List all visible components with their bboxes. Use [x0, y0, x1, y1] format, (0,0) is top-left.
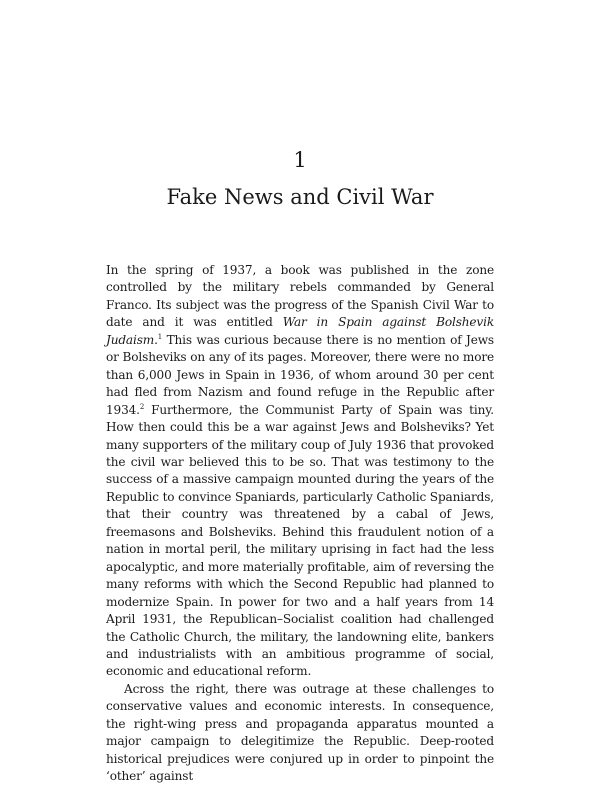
paragraph [106, 262, 494, 681]
text-segment: . [154, 332, 158, 347]
body-text [106, 262, 494, 786]
text-segment: Furthermore, the Communist Party of Spain was tiny. How then could this be a war against Jews and Bolsheviks? Yet many supporters of the military coup of July 1936 that provoked the civil war believed this to be so. That was testimony to the success of a massive campaign mounted during the years of the Republic to convince Spaniards, particularly Catholic Spaniards, that their country was threatened by a cabal of Jews, freemasons and Bolsheviks. Behind this fraudulent notion of a nation in mortal peril, the military uprising in fact had the less apocalyptic, and more materially profitable, aim of reversing the many reforms with which the Second Republic had planned to modernize Spain. In power for two and a half years from 14 April 1931, the Republican–Socialist coalition had challenged the Catholic Church, the military, the landowning elite, bankers and industrialists with an ambitious programme of social, economic and educational reform. [106, 402, 494, 679]
footnote-ref-2[interactable]: 2 [139, 402, 145, 411]
paragraph [106, 681, 494, 786]
chapter-number: 1 [293, 148, 307, 172]
text-segment: Across the right, there was outrage at these challenges to conservative values and economic interests. In consequence, the right-wing press and propaganda apparatus mounted a major campaign to delegitimize the Republic. Deep-rooted historical prejudices were conjured up in order to pinpoint the ‘other’ against [106, 681, 494, 784]
chapter-title: Fake News and Civil War [166, 185, 434, 209]
text-segment: This was curious because there is no mention of Jews or Bolsheviks on any of its pages. Moreover, there were no more than 6,000 Jews in Spain in 1936, of whom around 30 per cent had fled from Nazism and found refuge in the Republic after 1934. [106, 332, 494, 417]
footnote-ref-1[interactable]: 1 [157, 332, 163, 341]
text-segment: In the spring of 1937, a book was published in the zone controlled by the military rebels commanded by General Franco. Its subject was the progress of the Spanish Civil War to date and it was entitled [106, 263, 494, 330]
book-title: War in Spain against Bolshevik Judaism [106, 315, 495, 347]
